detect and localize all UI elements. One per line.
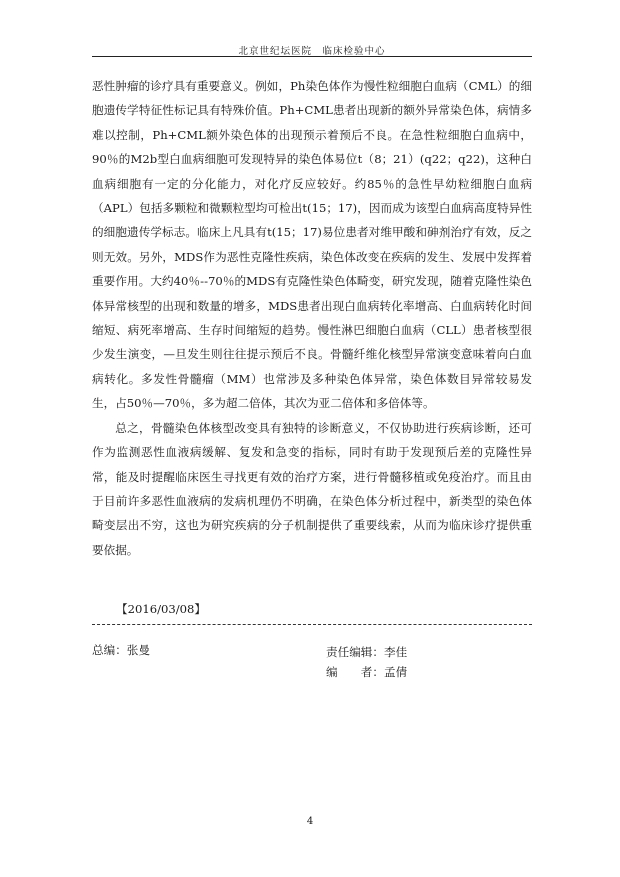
page-number: 4 xyxy=(306,816,314,827)
paragraph-2: 总之，骨髓染色体核型改变具有独特的诊断意义，不仅协助进行疾病诊断，还可作为监测恶性血液病缓解、复发和急变的指标，同时有助于发现预后差的克隆性异常，能及时提醒临床医生寻找更有效的治疗方案，进行骨髓移植或免疫治疗。而且由于目前许多恶性血液病的发病机理仍不明确，在染色体分析过程中，新类型的染色体畸变层出不穷，这也为研究疾病的分子机制提供了重要线索，从而为临床诊疗提供重要依据。 xyxy=(92,420,532,557)
dashed-divider xyxy=(92,624,532,625)
editor-credits xyxy=(326,642,407,682)
author-credit: 编 者：孟倩 xyxy=(326,665,408,679)
publication-date: 【2016/03/08】 xyxy=(116,602,207,616)
header-divider xyxy=(92,56,532,57)
paragraph-1: 恶性肿瘤的诊疗具有重要意义。例如，Ph染色体作为慢性粒细胞白血病（CML）的细胞遗传学特征性标记具有特殊价值。Ph+CML患者出现新的额外异常染色体，病情多难以控制，Ph+CML额外染色体的出现预示着预后不良。在急性粒细胞白血病中，90％的M2b型白血病细胞可发现特异的染色体易位t（8；21）(q22；q22)，这种白血病细胞有一定的分化能力，对化疗反应较好。约85％的急性早幼粒细胞白血病（APL）包括多颗粒和微颗粒型均可检出t(15；17)，因而成为该型白血病高度特异性的细胞遗传学标志。临床上凡具有t(15；17)易位患者对维甲酸和砷剂治疗有效，反之则无效。另外，MDS作为恶性克隆性疾病，染色体改变在疾病的发生、发展中发挥着重要作用。大约40％--70％的MDS有克隆性染色体畸变，研究发现，随着克隆性染色体异常核型的出现和数量的增多，MDS患者出现白血病转化率增高、白血病转化时间缩短、病死率增高、生存时间缩短的趋势。慢性淋巴细胞白血病（CLL）患者核型很少发生演变，—旦发生则往往提示预后不良。骨髓纤维化核型异常演变意味着向白血病转化。多发性骨髓瘤（MM）也常涉及多种染色体异常，染色体数目异常较易发生，占50％—70％，多为超二倍体，其次为亚二倍体和多倍体等。 xyxy=(92,79,532,411)
chief-editor: 总编：张曼 xyxy=(92,643,150,657)
page-header: 北京世纪坛医院 临床检验中心 xyxy=(238,46,386,57)
article-body xyxy=(92,74,532,562)
responsible-editor: 责任编辑：李佳 xyxy=(326,645,408,659)
